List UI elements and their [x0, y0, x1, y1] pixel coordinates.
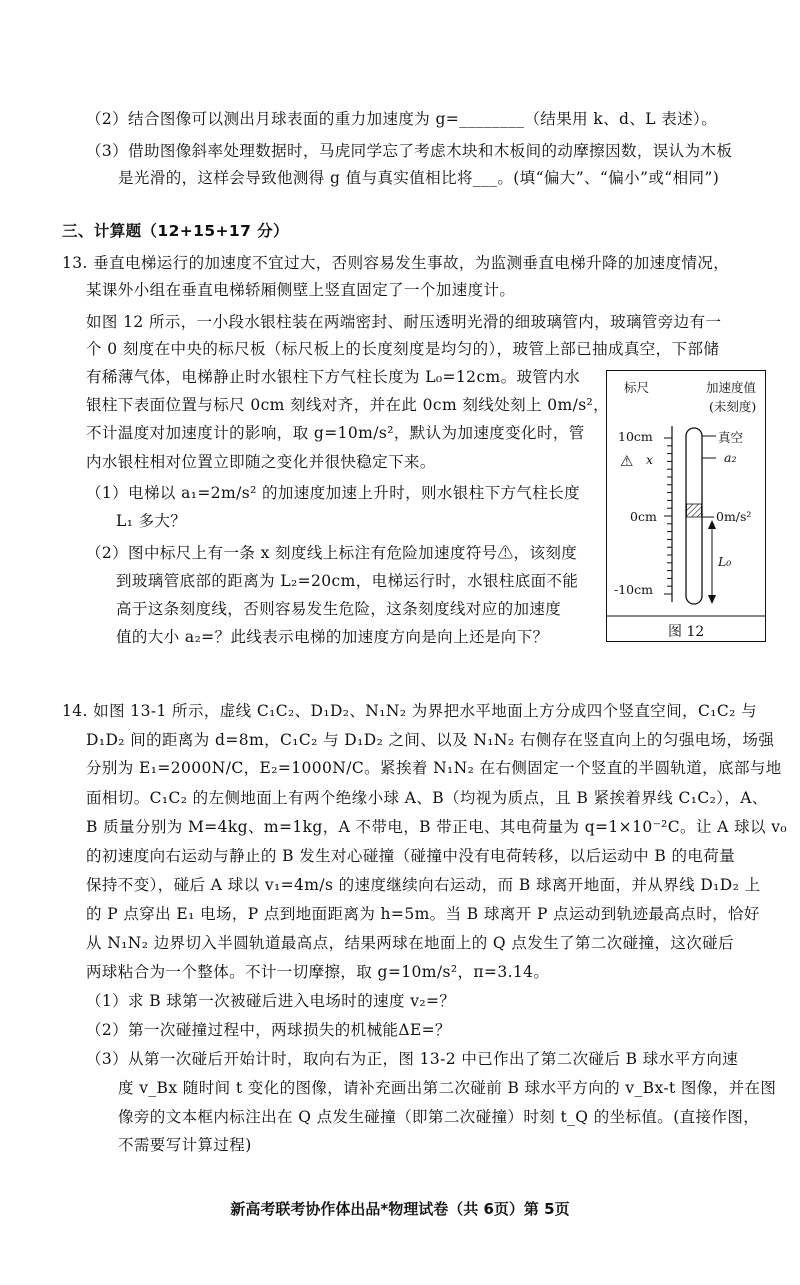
q13-line2: 某课外小组在垂直电梯轿厢侧壁上竖直固定了一个加速度计。 [86, 281, 516, 299]
q14-sub2: （2）第一次碰撞过程中，两球损失的机械能ΔE=？ [86, 1021, 451, 1039]
q14-sub3-line4: 不需要写计算过程) [118, 1136, 252, 1154]
q14-sub1: （1）求 B 球第一次被碰后进入电场时的速度 v₂=？ [86, 992, 456, 1010]
label-vacuum: 真空 [718, 430, 744, 445]
q13-part2-line2: 到玻璃管底部的距离为 L₂=20cm，电梯运行时，水银柱底面不能 [116, 572, 579, 590]
q14-line4: 面相切。C₁C₂ 的左侧地面上有两个绝缘小球 A、B（均视为质点，且 B 紧挨着界线 C₁C₂），A、 [86, 789, 768, 807]
mercury-column [687, 504, 702, 517]
warning-icon: ⚠ [620, 452, 634, 470]
q13-part1-line1: （1）电梯以 a₁=2m/s² 的加速度加速上升时，则水银柱下方气柱长度 [86, 484, 581, 502]
label-x: x [646, 452, 654, 467]
l0-arrow-head-top [708, 520, 716, 529]
q14-line7: 保持不变），碰后 A 球以 v₁=4m/s 的速度继续向右运动，而 B 球离开地面，并从界线 D₁D₂ 上 [86, 876, 761, 894]
q14-sub3-line2: 度 v_Bx 随时间 t 变化的图像，请补充画出第二次碰前 B 球水平方向的 v_Bx-t 图像，并在图 [118, 1079, 777, 1097]
q13-line3: 如图 12 所示，一小段水银柱装在两端密封、耐压透明光滑的细玻璃管内，玻璃管旁边有一 [86, 313, 722, 331]
q14-sub3-line1: （3）从第一次碰后开始计时，取向右为正，图 13-2 中已作出了第二次碰后 B 球水平方向速 [86, 1050, 739, 1068]
q13-part2-line4: 值的大小 a₂=？此线表示电梯的加速度方向是向上还是向下？ [116, 628, 549, 646]
q14-sub3-line3: 像旁的文本框内标注出在 Q 点发生碰撞（即第二次碰撞）时刻 t_Q 的坐标值。(直接作图， [118, 1108, 760, 1126]
q14-line5: B 质量分别为 M=4kg、m=1kg，A 不带电，B 带正电、其电荷量为 q=1×10⁻²C。让 A 球以 v₀ [86, 818, 787, 836]
ruler-header: 标尺 [624, 380, 650, 395]
label-a2: a₂ [724, 450, 737, 465]
label-zero-acc: 0m/s² [716, 509, 752, 524]
q12-part3-line1: （3）借助图像斜率处理数据时，马虎同学忘了考虑木块和木板间的动摩擦因数，误认为木板 [86, 142, 733, 160]
q13-line1: 13. 垂直电梯运行的加速度不宜过大，否则容易发生事故，为监测垂直电梯升降的加速度情况， [62, 254, 730, 272]
q14-line3: 分别为 E₁=2000N/C，E₂=1000N/C。紧挨着 N₁N₂ 在右侧固定一个竖直的半圆轨道，底部与地 [86, 759, 782, 777]
page-footer: 新高考联考协作体出品*物理试卷（共 6页）第 5页 [230, 1200, 570, 1218]
q13-part2-line1: （2）图中标尺上有一条 x 刻度线上标注有危险加速度符号⚠，该刻度 [86, 544, 578, 562]
q14-line8: 的 P 点穿出 E₁ 电场，P 点到地面距离为 h=5m。当 B 球离开 P 点运动到轨迹最高点时，恰好 [86, 905, 760, 923]
q13-line5: 有稀薄气体，电梯静止时水银柱下方气柱长度为 L₀=12cm。玻管内水 [86, 368, 581, 386]
q14-line2: D₁D₂ 间的距离为 d=8m，C₁C₂ 与 D₁D₂ 之间、以及 N₁N₂ 右侧存在竖直向上的匀强电场，场强 [86, 731, 775, 749]
q14-line9: 从 N₁N₂ 边界切入半圆轨道最高点，结果两球在地面上的 Q 点发生了第二次碰撞，这次碰后 [86, 934, 734, 952]
q14-line10: 两球粘合为一个整体。不计一切摩擦，取 g=10m/s²，π=3.14。 [86, 963, 550, 981]
q13-part2-line3: 高于这条刻度线，否则容易发生危险，这条刻度线对应的加速度 [116, 600, 562, 618]
l0-arrow-head-bottom [708, 595, 716, 604]
q14-line6: 的初速度向右运动与静止的 B 发生对心碰撞（碰撞中没有电荷转移，以后运动中 B 的电荷量 [86, 847, 736, 865]
ruler-ticks [664, 438, 672, 594]
label-l0: L₀ [718, 554, 732, 569]
q12-part3-line2: 是光滑的，这样会导致他测得 g 值与真实值相比将___。(填“偏大”、“偏小”或“相同”) [118, 169, 720, 187]
acc-header-1: 加速度值 [706, 380, 757, 395]
q14-line1: 14. 如图 13-1 所示，虚线 C₁C₂、D₁D₂、N₁N₂ 为界把水平地面上方分成四个竖直空间，C₁C₂ 与 [62, 702, 757, 720]
label-neg10cm: -10cm [614, 582, 653, 597]
figure-12-caption: 图 12 [668, 624, 705, 640]
label-10cm: 10cm [618, 429, 653, 444]
figure-12 [606, 370, 766, 642]
q13-line7: 不计温度对加速度计的影响，取 g=10m/s²，默认为加速度变化时，管 [86, 424, 585, 442]
q13-line8: 内水银柱相对位置立即随之变化并很快稳定下来。 [86, 453, 436, 471]
section-heading: 三、计算题（12+15+17 分） [62, 222, 289, 240]
label-0cm: 0cm [630, 509, 657, 524]
q13-line4: 个 0 刻度在中央的标尺板（标尺板上的长度刻度是均匀的），玻管上部已抽成真空，下部储 [86, 340, 720, 358]
q12-part2: （2）结合图像可以测出月球表面的重力加速度为 g=________（结果用 k、d、L 表述）。 [86, 110, 718, 128]
acc-header-2: (未刻度) [709, 399, 757, 414]
q13-part1-line2: L₁ 多大？ [116, 512, 187, 530]
q13-line6: 银柱下表面位置与标尺 0cm 刻线对齐，并在此 0cm 刻线处刻上 0m/s²， [86, 396, 610, 414]
